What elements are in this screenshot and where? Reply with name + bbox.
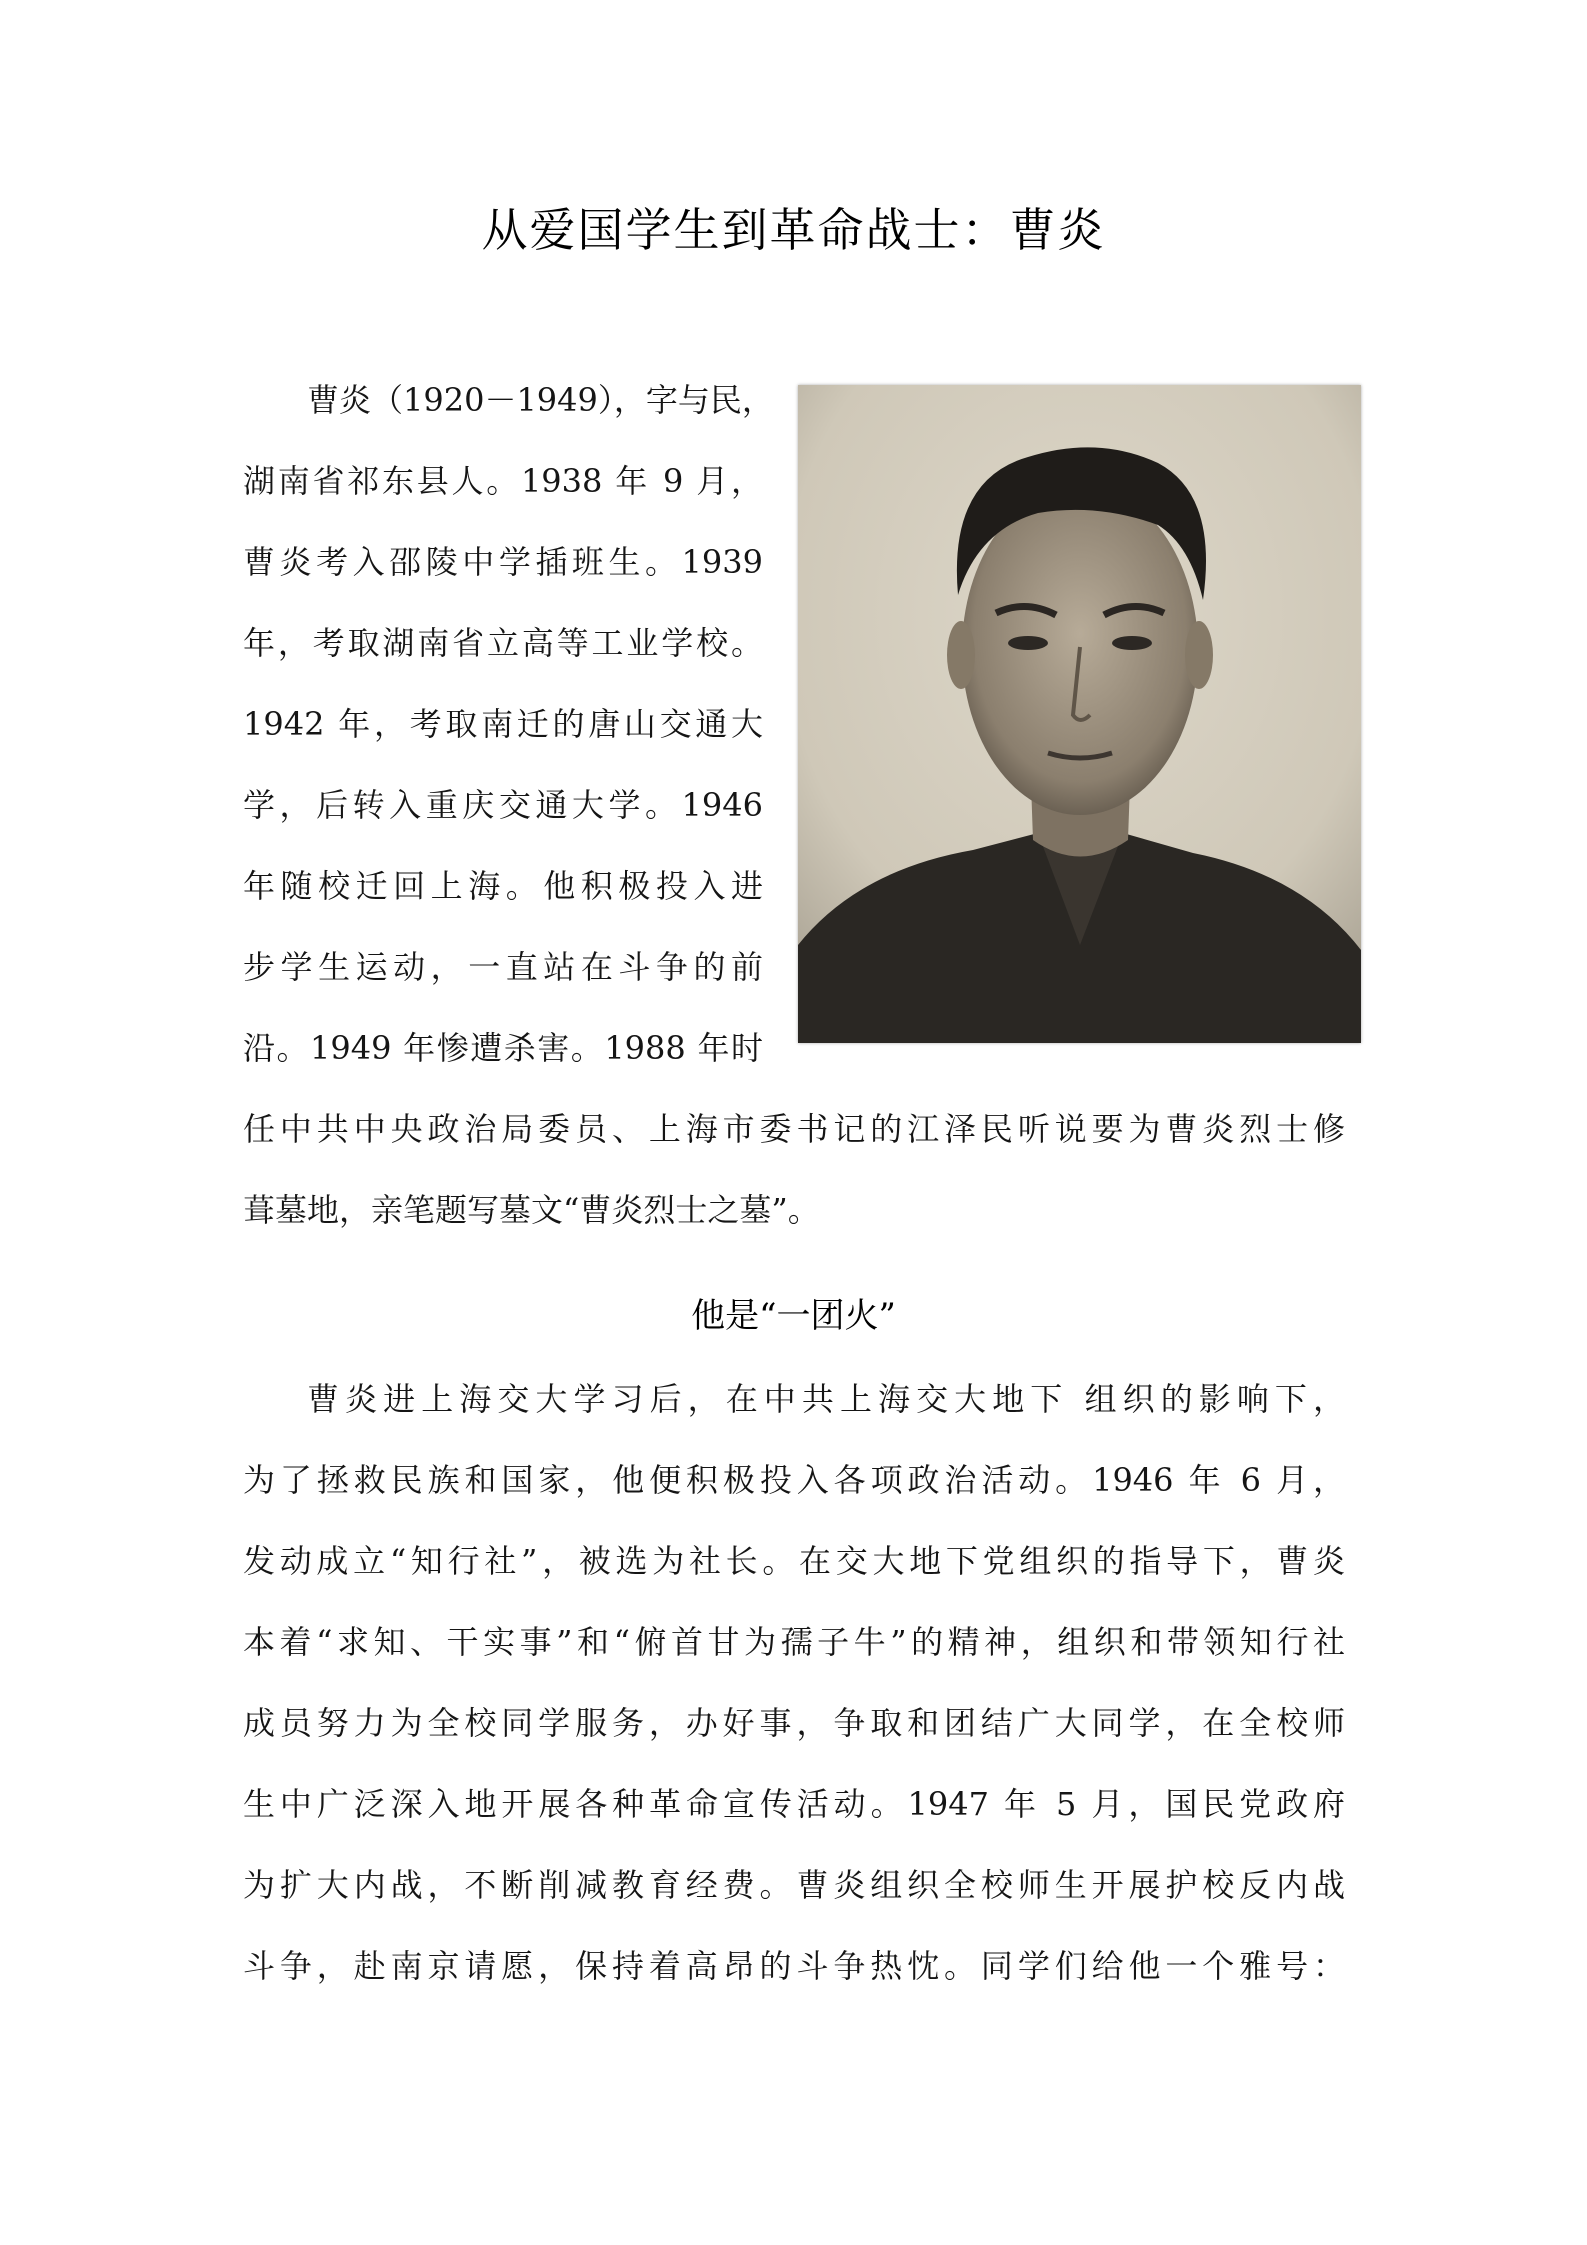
portrait-photo: [798, 385, 1361, 1043]
intro-line: 步学生运动，一直站在斗争的前: [243, 948, 763, 986]
intro-line: 曹炎考入邵陵中学插班生。1939: [243, 543, 763, 581]
intro-line: 学，后转入重庆交通大学。1946: [243, 786, 763, 824]
intro-line: 年随校迁回上海。他积极投入进: [243, 867, 763, 905]
intro-line: 年，考取湖南省立高等工业学校。: [243, 624, 763, 662]
section-line: 本着“求知、干实事”和“俯首甘为孺子牛”的精神，组织和带领知行社: [243, 1623, 1345, 1661]
section-line: 为了拯救民族和国家，他便积极投入各项政治活动。1946 年 6 月，: [243, 1461, 1345, 1499]
section-line: 生中广泛深入地开展各种革命宣传活动。1947 年 5 月，国民党政府: [243, 1785, 1345, 1823]
section-line: 曹炎进上海交大学习后，在中共上海交大地下 组织的影响下，: [307, 1380, 1345, 1418]
section-line: 发动成立“知行社”，被选为社长。在交大地下党组织的指导下，曹炎: [243, 1542, 1345, 1580]
section-heading: 他是“一团火”: [691, 1296, 896, 1336]
intro-line: 沿。1949 年惨遭杀害。1988 年时: [243, 1029, 763, 1067]
intro-line: 1942 年，考取南迁的唐山交通大: [243, 705, 763, 743]
intro-line: 湖南省祁东县人。1938 年 9 月，: [243, 462, 763, 500]
intro-line: 任中共中央政治局委员、上海市委书记的江泽民听说要为曹炎烈士修: [243, 1110, 1345, 1148]
portrait-photo-icon: [798, 385, 1361, 1043]
intro-line: 葺墓地，亲笔题写墓文“曹炎烈士之墓”。: [243, 1191, 820, 1229]
section-line: 成员努力为全校同学服务，办好事，争取和团结广大同学，在全校师: [243, 1704, 1345, 1742]
section-line: 斗争，赴南京请愿，保持着高昂的斗争热忱。同学们给他一个雅号：: [243, 1947, 1345, 1985]
section-line: 为扩大内战，不断削减教育经费。曹炎组织全校师生开展护校反内战: [243, 1866, 1345, 1904]
intro-line: 曹炎（1920－1949），字与民，: [307, 381, 774, 419]
page-title: 从爱国学生到革命战士：曹炎: [481, 203, 1106, 257]
